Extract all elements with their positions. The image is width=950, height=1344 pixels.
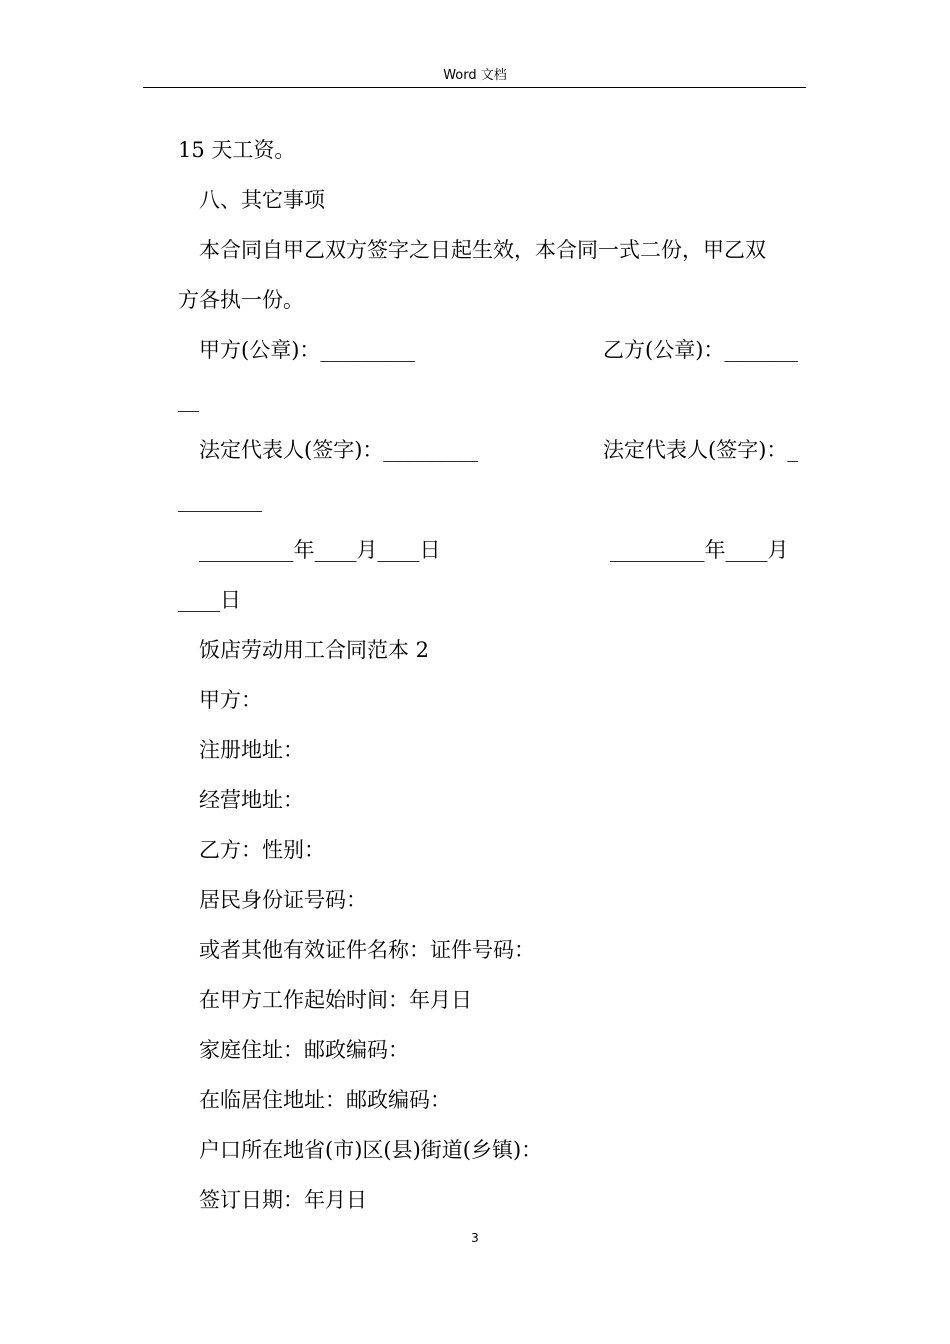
body-line: 或者其他有效证件名称：证件号码： xyxy=(199,938,535,962)
body-line: 注册地址： xyxy=(199,738,304,762)
body-line: 15 天工资。 xyxy=(178,138,296,162)
body-line: 本合同自甲乙双方签字之日起生效，本合同一式二份，甲乙双 xyxy=(199,238,766,262)
party-a-date-field: _________年____月____日 xyxy=(199,538,441,562)
page-number: 3 xyxy=(471,1231,479,1245)
party-b-representative-field: 法定代表人(签字)：_ xyxy=(603,438,798,462)
header-divider xyxy=(143,87,806,88)
contract-title: 饭店劳动用工合同范本 2 xyxy=(199,638,430,662)
body-line: 方各执一份。 xyxy=(178,288,304,312)
body-line: 在临居住地址：邮政编码： xyxy=(199,1088,451,1112)
body-line: 乙方：性别： xyxy=(199,838,325,862)
section-heading: 八、其它事项 xyxy=(199,188,325,212)
body-line: 户口所在地省(市)区(县)街道(乡镇)： xyxy=(199,1138,543,1162)
body-line: ________ xyxy=(178,488,262,512)
body-line: 家庭住址：邮政编码： xyxy=(199,1038,409,1062)
body-line: 签订日期：年月日 xyxy=(199,1188,367,1212)
body-line: 居民身份证号码： xyxy=(199,888,367,912)
body-line: __ xyxy=(178,388,199,412)
body-line: 经营地址： xyxy=(199,788,304,812)
header-title: Word 文档 xyxy=(443,68,507,83)
body-line: 甲方： xyxy=(199,688,262,712)
party-b-date-field: _________年____月 xyxy=(610,538,789,562)
party-a-seal-field: 甲方(公章)：_________ xyxy=(199,338,415,362)
party-a-representative-field: 法定代表人(签字)：_________ xyxy=(199,438,478,462)
body-line: ____日 xyxy=(178,588,241,612)
body-line: 在甲方工作起始时间：年月日 xyxy=(199,988,472,1012)
party-b-seal-field: 乙方(公章)：_______ xyxy=(603,338,798,362)
